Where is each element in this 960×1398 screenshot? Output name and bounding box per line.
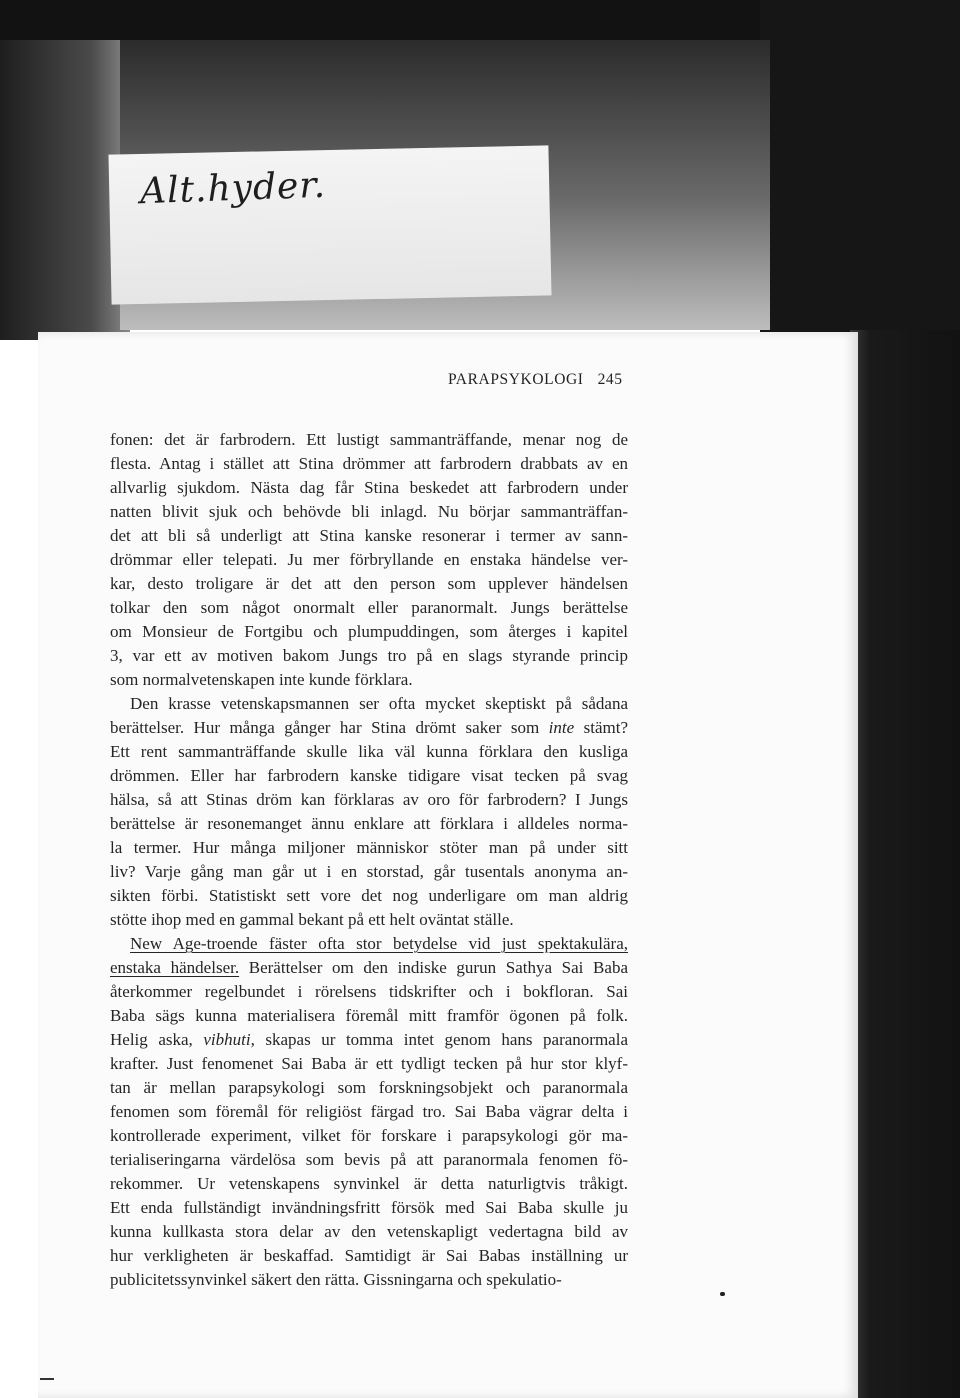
text-line: natten blivit sjuk och behövde bli inlagd. Nu börjar sammanträffan- — [110, 502, 628, 521]
text-run: Helig aska, — [110, 1030, 204, 1049]
section-title: PARAPSYKOLOGI — [448, 371, 584, 388]
dust-speck — [40, 1378, 54, 1380]
text-run: , skapas ur tomma intet genom hans paranormala — [250, 1030, 628, 1049]
text-run: stämt? — [574, 718, 628, 737]
text-line: kunna kullkasta stora delar av den vetenskapligt vedertagna bild av — [110, 1222, 628, 1241]
text-line: Ett enda fullständigt invändningsfritt försök med Sai Baba skulle ju — [110, 1198, 628, 1217]
text-line: kontrollerade experiment, vilket för forskare i parapsykologi gör ma- — [110, 1126, 628, 1145]
text-line: tolkar den som något onormalt eller paranormalt. Jungs berättelse — [110, 598, 628, 617]
text-line: publicitetssynvinkel säkert den rätta. Gissningarna och spekulatio- — [110, 1270, 562, 1289]
running-head — [448, 371, 623, 389]
text-line — [110, 956, 628, 980]
text-line: det att bli så underligt att Stina kanske resonerar i termer av sann- — [110, 526, 628, 545]
text-run: Berättelser om den indiske gurun Sathya Sai Baba — [239, 958, 628, 977]
text-line: som normalvetenskapen inte kunde förklara. — [110, 670, 413, 689]
text-line: hälsa, så att Stinas dröm kan förklaras av oro för farbrodern? I Jungs — [110, 790, 628, 809]
text-line: fonen: det är farbrodern. Ett lustigt sammanträffande, menar nog de — [110, 430, 628, 449]
paragraph — [110, 932, 628, 1292]
underlined-text: enstaka händelser. — [110, 958, 240, 977]
text-line: flesta. Antag i stället att Stina drömmer att farbrodern drabbats av en — [110, 454, 628, 473]
text-line: drömmar eller telepati. Ju mer förbryllande en enstaka händelse ver- — [110, 550, 628, 569]
text-run: berättelser. Hur många gånger har Stina drömt saker som — [110, 718, 549, 737]
text-line: berättelse är resonemanget ännu enklare att förklara i alldeles norma- — [110, 814, 628, 833]
text-line: rekommer. Ur vetenskapens synvinkel är detta naturligtvis tråkigt. — [110, 1174, 628, 1193]
text-line: återkommer regelbundet i rörelsens tidskrifter och i bokfloran. Sai — [110, 982, 628, 1001]
text-line: Den krasse vetenskapsmannen ser ofta mycket skeptiskt på sådana — [130, 694, 628, 713]
text-line: liv? Varje gång man går ut i en storstad, går tusentals anonyma an- — [110, 862, 628, 881]
text-line: tan är mellan parapsykologi som forskningsobjekt och paranormala — [110, 1078, 628, 1097]
text-line — [110, 932, 628, 956]
dark-background-right — [850, 330, 960, 1398]
dust-speck — [720, 1292, 725, 1296]
text-line: sikten förbi. Statistiskt sett vore det nog underligare om man aldrig — [110, 886, 628, 905]
text-line: 3, var ett av motiven bakom Jungs tro på en slags styrande princip — [110, 646, 628, 665]
page-number: 245 — [597, 371, 623, 388]
text-line — [110, 1028, 628, 1052]
italic-text: vibhuti — [203, 1030, 251, 1049]
paragraph — [110, 692, 628, 932]
text-line: la termer. Hur många miljoner människor stöter man på under sitt — [110, 838, 628, 857]
dark-background-upper-right — [760, 0, 960, 340]
text-line: om Monsieur de Fortgibu och plumpuddingen, som återges i kapitel — [110, 622, 628, 641]
text-line: allvarlig sjukdom. Nästa dag får Stina beskedet att farbrodern under — [110, 478, 628, 497]
text-line: kar, desto troligare är det att den person som upplever händelsen — [110, 574, 628, 593]
text-line — [110, 716, 628, 740]
text-line: terialiseringarna värdelösa som bevis på att paranormala fenomen fö- — [110, 1150, 628, 1169]
italic-text: inte — [548, 718, 575, 737]
text-line: Ett rent sammanträffande skulle lika väl kunna förklara den kusliga — [110, 742, 628, 761]
text-line: stötte ihop med en gammal bekant på ett helt oväntat ställe. — [110, 910, 514, 929]
paragraph — [110, 428, 628, 692]
text-line: hur verkligheten är beskaffad. Samtidigt är Sai Babas inställning ur — [110, 1246, 628, 1265]
text-line: fenomen som föremål för religiöst färgad tro. Sai Baba vägrar delta i — [110, 1102, 628, 1121]
text-line: drömmen. Eller har farbrodern kanske tidigare visat tecken på svag — [110, 766, 628, 785]
text-line: krafter. Just fenomenet Sai Baba är ett tydligt tecken på hur stor klyf- — [110, 1054, 628, 1073]
text-line: Baba sägs kunna materialisera föremål mitt framför ögonen på folk. — [110, 1006, 628, 1025]
handwritten-note: Alt.hyder. — [139, 164, 327, 213]
body-text — [110, 428, 628, 1292]
underlined-text: New Age-troende fäster ofta stor betydelse vid just spektakulära, — [130, 934, 628, 953]
